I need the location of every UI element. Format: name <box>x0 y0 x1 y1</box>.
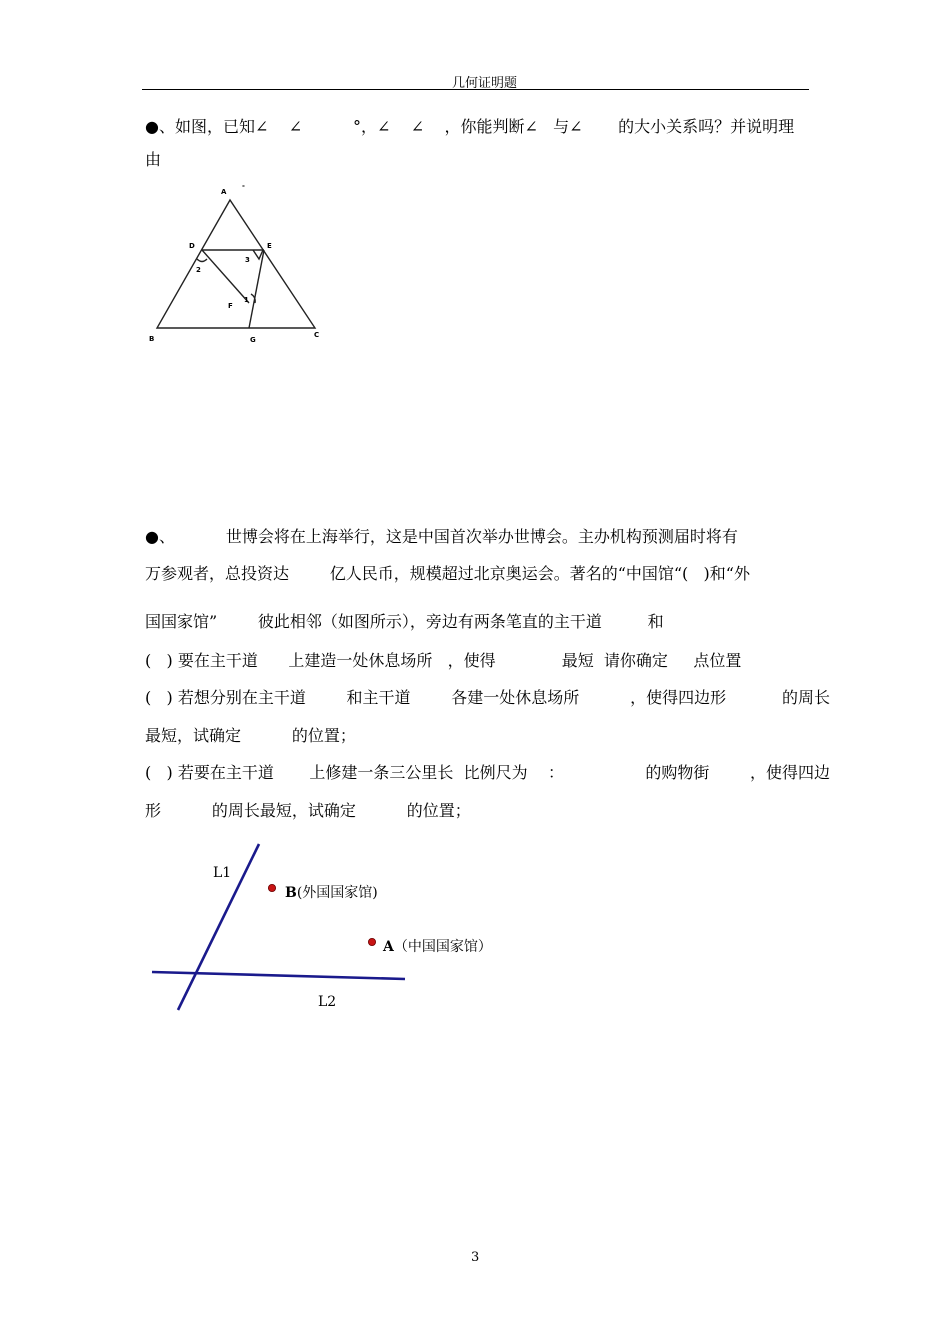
q1-triangle-figure <box>140 178 340 353</box>
label-b-name: (外国国家馆) <box>296 885 378 901</box>
label-g: G <box>250 336 256 344</box>
page-header-title: 几何证明题 <box>452 76 518 91</box>
segment-eg <box>249 250 264 328</box>
q2-roads-figure <box>140 838 520 1018</box>
label-3: 3 <box>245 256 250 264</box>
label-1: 1 <box>244 296 249 304</box>
road-l2 <box>152 972 405 979</box>
segment-df <box>202 250 249 303</box>
label-a-name: （中国国家馆） <box>393 939 492 955</box>
label-a-text <box>382 938 492 955</box>
q2-line-8: 形 的周长最短，试确定 的位置； <box>145 801 471 820</box>
label-e: E <box>267 242 272 250</box>
label-c: C <box>314 331 320 339</box>
q1-line-1: ●、如图，已知∠ ∠ °，∠ ∠ ，你能判断∠ 与∠ 的大小关系吗？并说明理 <box>145 117 795 136</box>
outer-triangle <box>157 200 315 328</box>
q2-line-5: ( ) 若想分别在主干道 和主干道 各建一处休息场所 ，使得四边形 的周长 <box>145 688 831 707</box>
label-b: B <box>149 335 155 343</box>
q2-line-4: ( ) 要在主干道 上建造一处休息场所 ，使得 最短 请你确定 点位置 <box>145 651 742 670</box>
label-f: F <box>228 302 233 310</box>
label-2: 2 <box>196 266 201 274</box>
q2-line-2: 万参观者，总投资达 亿人民币，规模超过北京奥运会。著名的“中国馆“( )和“外 <box>145 564 750 583</box>
q2-line-6: 最短，试确定 的位置； <box>145 726 356 745</box>
angle-2-arc <box>197 259 207 262</box>
angle-3-arc <box>253 250 263 259</box>
label-d: D <box>189 242 195 250</box>
q2-line-3: 国国家馆” 彼此相邻（如图所示），旁边有两条笔直的主干道 和 <box>145 612 664 631</box>
label-b-letter: B <box>285 885 297 901</box>
label-mark: - <box>242 182 245 190</box>
point-b <box>268 884 275 891</box>
label-a-letter: A <box>383 939 394 955</box>
angle-1-arc <box>251 294 255 303</box>
q1-line-2: 由 <box>145 150 162 169</box>
q2-line-1: ●、 世博会将在上海举行，这是中国首次举办世博会。主办机构预测届时将有 <box>145 527 738 546</box>
label-a: A <box>221 188 227 196</box>
label-l2: L2 <box>318 994 337 1010</box>
label-b-text <box>285 885 378 901</box>
header-rule <box>142 89 809 90</box>
page-number: 3 <box>471 1250 480 1265</box>
label-l1: L1 <box>213 865 232 881</box>
q2-line-7: ( ) 若要在主干道 上修建一条三公里长 比例尺为 ： 的购物街 ，使得四边 <box>145 763 831 782</box>
point-a <box>368 938 375 945</box>
